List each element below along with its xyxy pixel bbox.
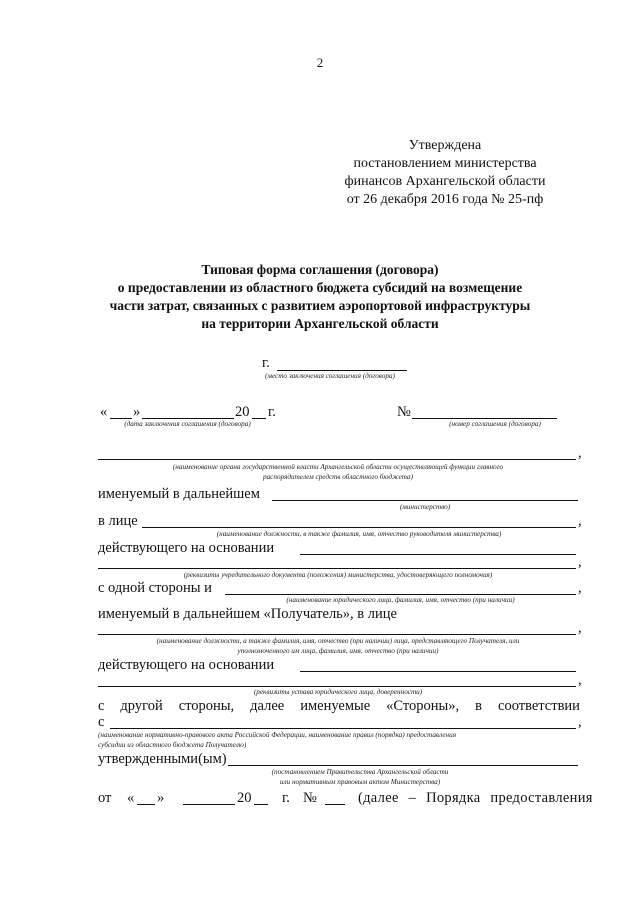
last-tail: (далее – Порядка предоставления [358,790,593,806]
organ-field[interactable] [98,459,576,460]
number-field[interactable] [412,418,557,419]
approval-line: Утверждена [408,138,482,153]
act-hint: (наименование нормативно-правового акта Российской Федерации, наименование правил (порядка) предоставления [98,731,457,739]
other-side-line [98,698,580,715]
date-year-suffix: г. [268,404,276,420]
legal-entity-field[interactable] [225,594,576,595]
approval-line: постановлением министерства [353,156,537,171]
one-side-label: с одной стороны и [98,580,212,596]
approval-line: от 26 декабря 2016 года № 25-пф [346,192,544,207]
legal-hint: (наименование юридического лица, фамилия, имя, отчество (при наличии) [286,596,515,604]
charter-hint: (реквизиты устава юридического лица, доверенности) [253,688,423,696]
recipient-hint: уполномоченного им лица, фамилия, имя, отчество (при наличии) [237,647,439,655]
last-day-field[interactable] [137,804,155,805]
acting-field[interactable] [300,554,576,555]
act-field[interactable] [110,728,576,729]
recipient-label: именуемый в дальнейшем «Получатель», в лице [98,606,397,622]
organ-hint: распорядителем средств областного бюджета) [262,473,414,481]
comma: , [578,580,582,596]
acting-field-3[interactable] [300,671,576,672]
place-field[interactable] [277,370,407,371]
act-hint: субсидии из областного бюджета Получателю) [98,741,247,749]
organ-hint: (наименование органа государственной власти Архангельской области осуществляющей функции главного [172,463,504,471]
last-year-field[interactable] [254,804,268,805]
ministry-field[interactable] [272,500,578,501]
last-close-quote: » [157,790,165,806]
comma: , [578,714,582,730]
place-prefix: г. [262,355,270,371]
position-hint: (наименование должности, в также фамилия, имя, отчество руководителя министерства) [216,530,502,538]
number-hint: (номер соглашения (договора) [449,420,541,428]
word: с [98,698,105,714]
date-year-prefix: 20 [235,404,250,420]
comma: , [578,554,582,570]
recipient-hint: (наименование должности, а также фамилия, имя, отчество (при наличии) лица, представляющего Получателя, или [156,637,520,645]
comma: , [578,445,582,461]
recipient-position-field[interactable] [98,634,576,635]
title-line: на территории Архангельской области [201,316,439,331]
word: далее [250,698,285,714]
date-month-field[interactable] [142,418,234,419]
number-sign: № [397,404,411,420]
comma: , [578,513,582,529]
last-year-suffix: г. [282,790,290,806]
title-line: части затрат, связанных с развитием аэропортовой инфраструктуры [109,298,531,313]
charter-field[interactable] [98,686,576,687]
ministry-hint: (министерство) [399,503,451,511]
word: соответствии [498,698,580,714]
date-open-quote: « [100,404,108,420]
resolution-field[interactable] [228,765,578,766]
date-day-field[interactable] [110,418,132,419]
with-label: с [98,714,105,730]
date-close-quote: » [133,404,141,420]
word: в [475,698,483,714]
last-number-sign: № [303,790,317,806]
acting-label: действующего на основании [98,540,275,556]
date-year-field[interactable] [252,418,266,419]
title-line: Типовая форма соглашения (договора) [201,262,439,277]
in-person-label: в лице [98,513,138,529]
from-label: от [98,790,112,806]
page-number: 2 [316,55,324,70]
referred-label: именуемый в дальнейшем [98,486,260,502]
resolution-hint: или нормативным правовым актом Министерства) [279,778,441,786]
last-number-field[interactable] [325,804,345,805]
docs-hint: (реквизиты учредительного документа (положения) министерства, удостоверяющего полномочия) [183,571,493,579]
place-hint: (место заключения соглашения (договора) [264,372,396,380]
acting-label-2: действующего на основании [98,657,275,673]
last-year-prefix: 20 [237,790,252,806]
resolution-hint: (постановлением Правительства Архангельской области [271,768,449,776]
word: именуемые [300,698,371,714]
last-month-field[interactable] [183,804,235,805]
position-field[interactable] [142,527,576,528]
word: другой [120,698,163,714]
title-line: о предоставлении из областного бюджета субсидий на возмещение [117,280,523,295]
word: «Стороны», [386,698,460,714]
acting-field-2[interactable] [98,568,576,569]
comma: , [578,620,582,636]
date-hint: (дата заключения соглашения (договора) [124,420,251,428]
approval-line: финансов Архангельской области [344,174,546,189]
word: стороны, [178,698,235,714]
comma: , [578,672,582,688]
approved-label: утвержденными(ым) [98,751,227,767]
last-open-quote: « [127,790,135,806]
